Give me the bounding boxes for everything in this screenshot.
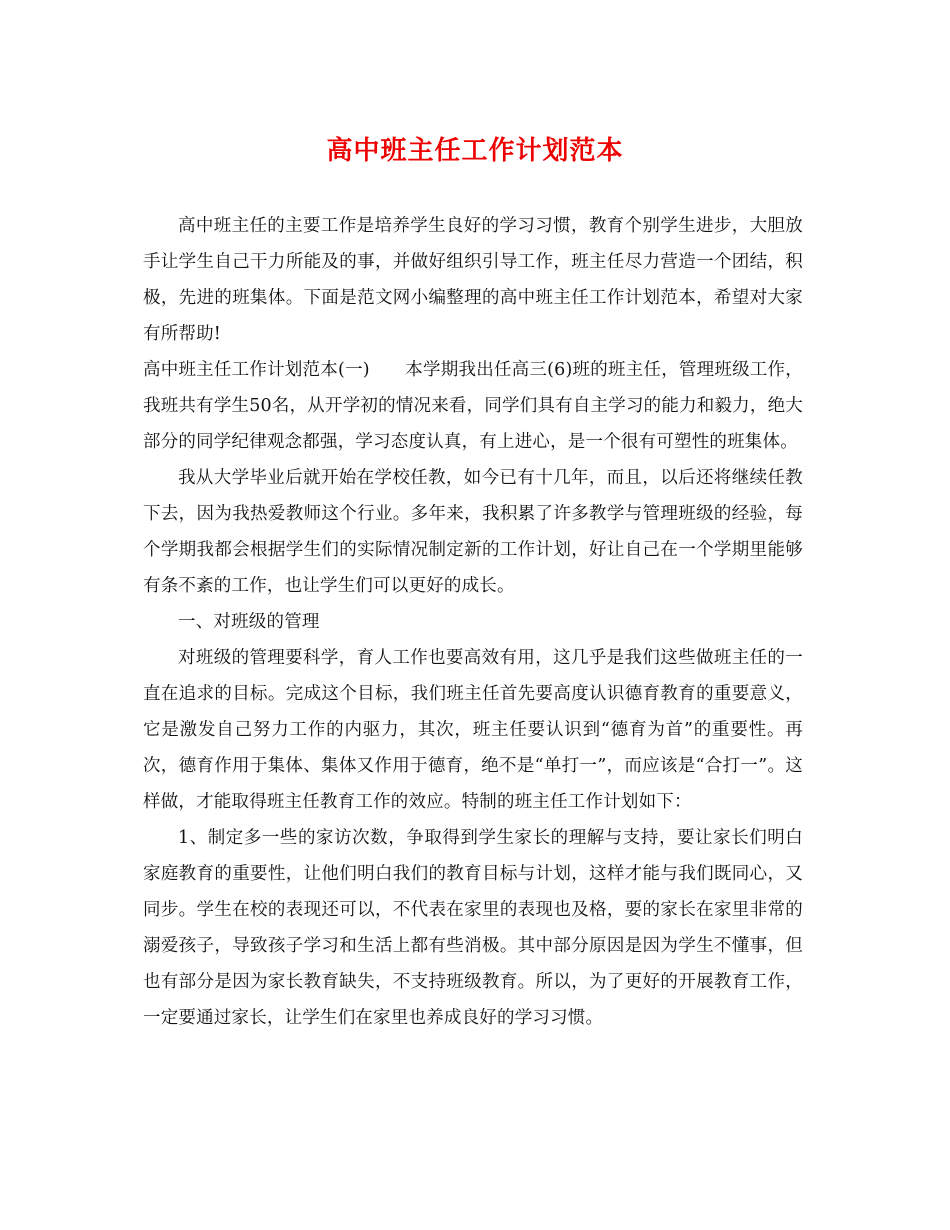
document-body (143, 208, 803, 1036)
paragraph-home-visits: 1、制定多一些的家访次数，争取得到学生家长的理解与支持，要让家长们明白家庭教育的重要性，让他们明白我们的教育目标与计划，这样才能与我们既同心，又同步。学生在校的表现还可以，不代表在家里的表现也及格，要的家长在家里非常的溺爱孩子，导致孩子学习和生活上都有些消极。其中部分原因是因为学生不懂事，但也有部分是因为家长教育缺失，不支持班级教育。所以，为了更好的开展教育工作，一定要通过家长，让学生们在家里也养成良好的学习习惯。 (143, 828, 803, 1028)
section-heading-class-management: 一、对班级的管理 (178, 612, 320, 632)
paragraph-plan-one: 高中班主任工作计划范本(一) 本学期我出任高三(6)班的班主任，管理班级工作，我班共有学生50名，从开学初的情况来看，同学们具有自主学习的能力和毅力，绝大部分的同学纪律观念都强，学习态度认真，有上进心，是一个很有可塑性的班集体。 (143, 360, 803, 452)
document-title: 高中班主任工作计划范本 (326, 136, 624, 166)
paragraph-intro: 高中班主任的主要工作是培养学生良好的学习习惯，教育个别学生进步，大胆放手让学生自己干力所能及的事，并做好组织引导工作，班主任尽力营造一个团结，积极，先进的班集体。下面是范文网小编整理的高中班主任工作计划范本，希望对大家有所帮助! (143, 216, 803, 344)
paragraph-class-management: 对班级的管理要科学，育人工作也要高效有用，这几乎是我们这些做班主任的一直在追求的目标。完成这个目标，我们班主任首先要高度认识德育教育的重要意义，它是激发自己努力工作的内驱力，其次，班主任要认识到“德育为首”的重要性。再次，德育作用于集体、集体又作用于德育，绝不是“单打一”，而应该是“合打一”。这样做，才能取得班主任教育工作的效应。特制的班主任工作计划如下： (143, 648, 803, 812)
paragraph-experience: 我从大学毕业后就开始在学校任教，如今已有十几年，而且，以后还将继续任教下去，因为我热爱教师这个行业。多年来，我积累了许多教学与管理班级的经验，每个学期我都会根据学生们的实际情况制定新的工作计划，好让自己在一个学期里能够有条不紊的工作，也让学生们可以更好的成长。 (143, 468, 803, 596)
